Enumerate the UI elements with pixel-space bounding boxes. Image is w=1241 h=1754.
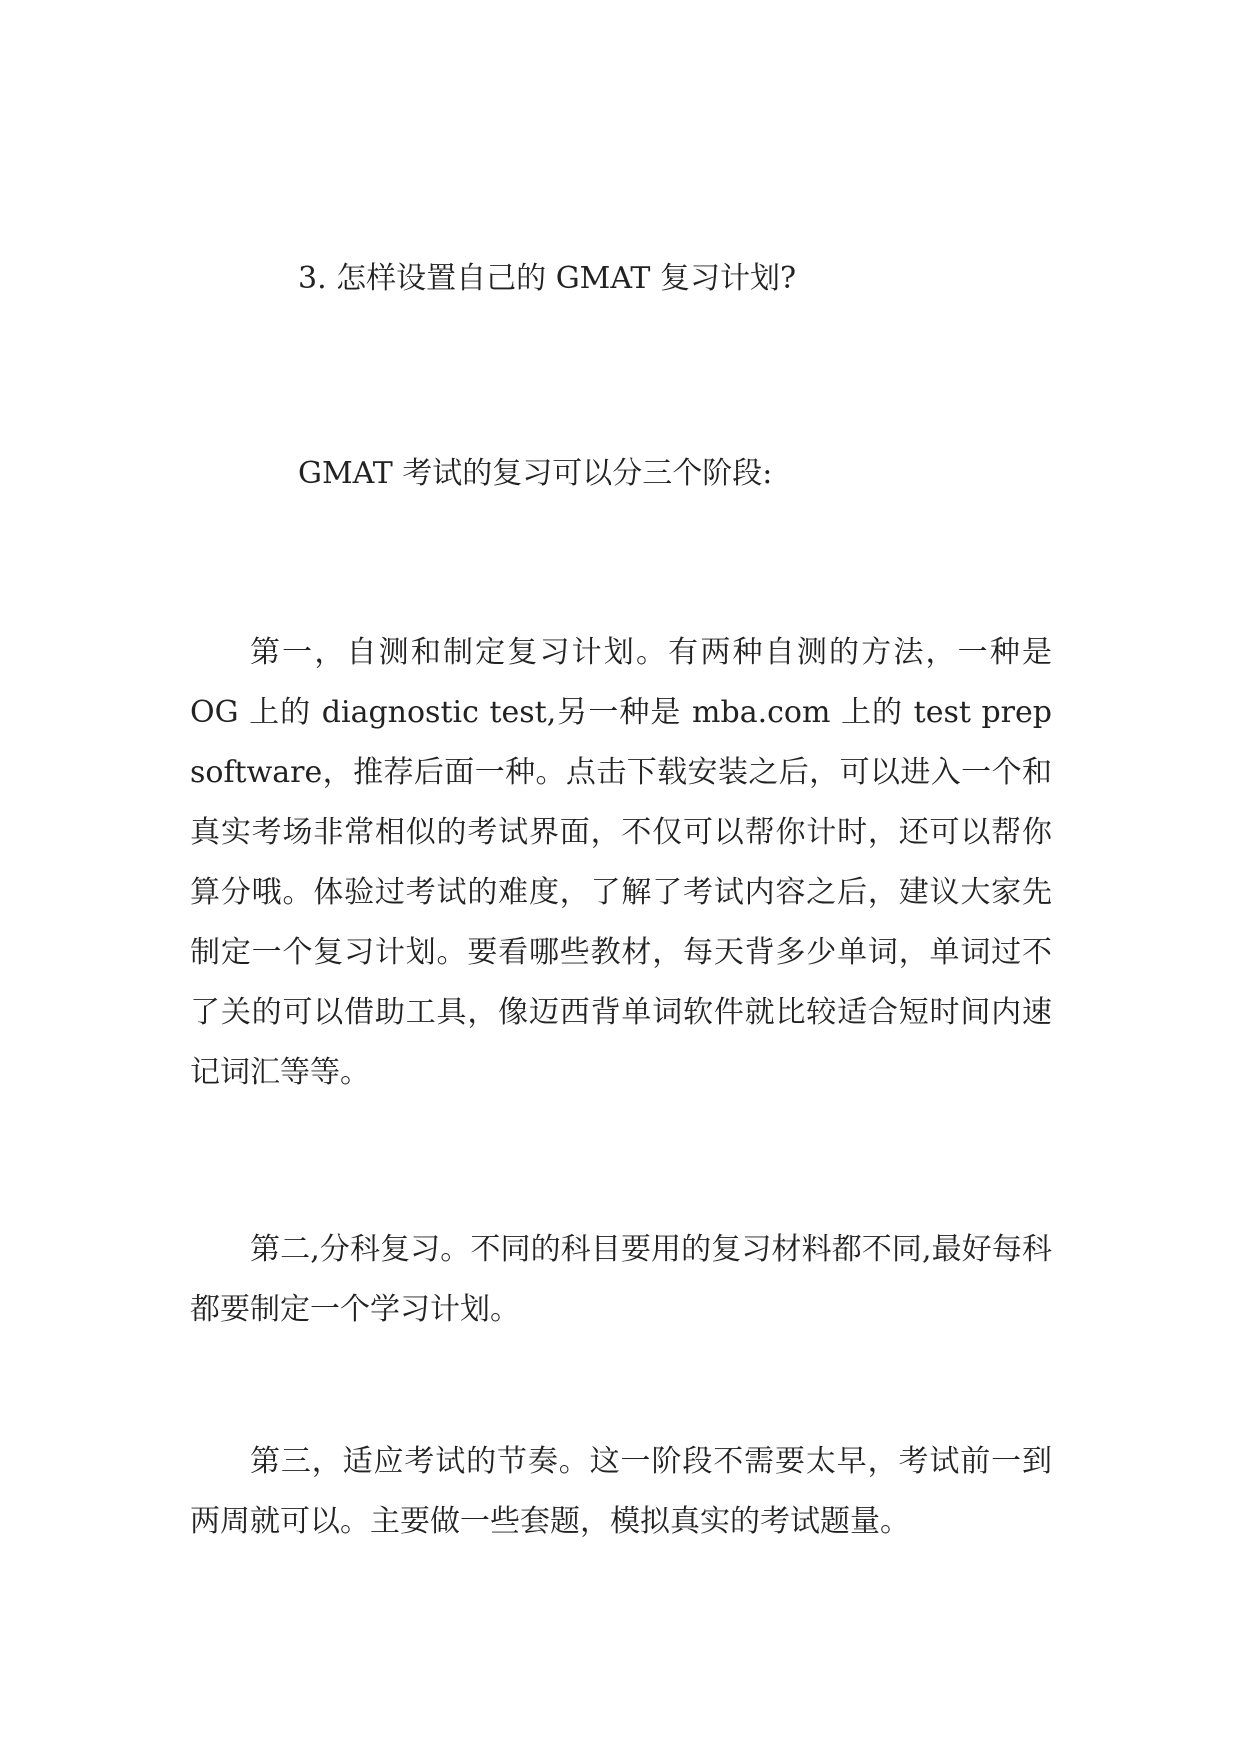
paragraph-stage-three: 第三，适应考试的节奏。这一阶段不需要太早，考试前一到两周就可以。主要做一些套题，模拟真实的考试题量。 <box>190 1444 1052 1539</box>
paragraph-stage-one: 第一，自测和制定复习计划。有两种自测的方法，一种是 OG 上的 diagnostic test,另一种是 mba.com 上的 test prep software，推荐后面一种。点击下载安装之后，可以进入一个和真实考场非常相似的考试界面，不仅可以帮你计时，还可以帮你算分哦。体验过考试的难度，了解了考试内容之后，建议大家先制定一个复习计划。要看哪些教材，每天背多少单词，单词过不了关的可以借助工具，像迈西背单词软件就比较适合短时间内速记词汇等等。 <box>190 635 1052 1090</box>
paragraph-stage-two: 第二,分科复习。不同的科目要用的复习材料都不同,最好每科都要制定一个学习计划。 <box>190 1232 1052 1327</box>
intro-line: GMAT 考试的复习可以分三个阶段: <box>298 456 773 491</box>
section-heading: 3. 怎样设置自己的 GMAT 复习计划? <box>298 261 797 296</box>
